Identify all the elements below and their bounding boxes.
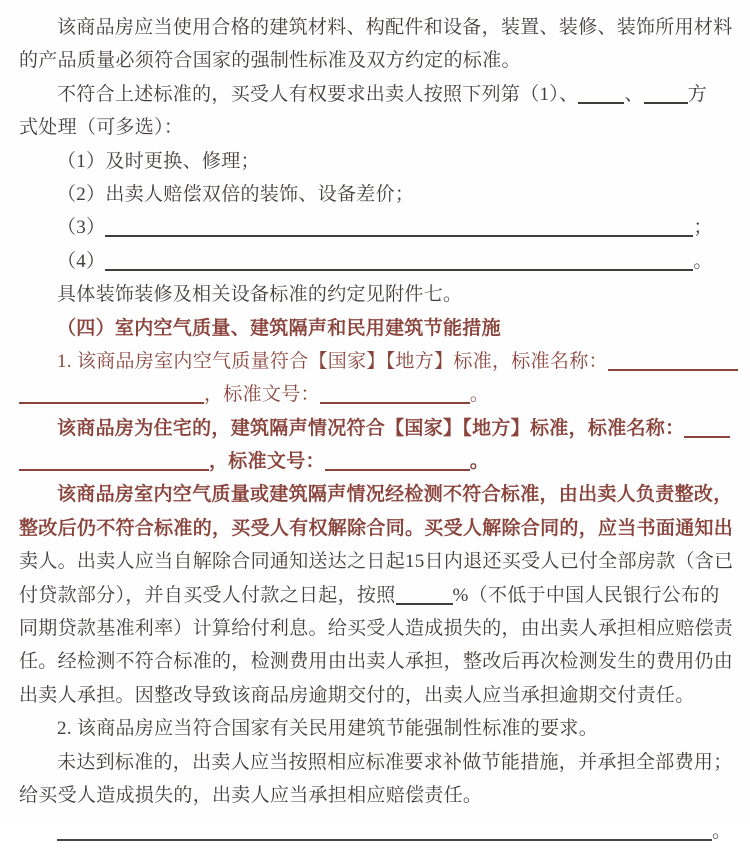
blank-field <box>396 584 453 605</box>
text-run: 的产品质量必须符合国家的强制性标准及双方约定的标准。 <box>19 50 521 72</box>
para-nonconformance-options-line-2 <box>19 111 731 144</box>
para-sound-insulation-standard-line-2 <box>19 445 731 478</box>
text-run: （2）出卖人赔偿双倍的装饰、设备差价； <box>57 183 415 205</box>
para-noncompliance-remedy-line-6 <box>19 645 734 678</box>
heading-section-four <box>19 312 731 345</box>
para-materials-quality-line-2 <box>19 44 731 77</box>
para-noncompliance-remedy-line-1 <box>19 478 731 511</box>
text-run: （四）室内空气质量、建筑隔声和民用建筑节能措施 <box>57 317 501 339</box>
para-air-quality-standard-line-2 <box>19 378 731 411</box>
option-2 <box>19 178 731 211</box>
blank-field <box>608 350 738 371</box>
blank-field <box>325 450 470 471</box>
option-4 <box>19 245 731 278</box>
para-noncompliance-remedy-line-5 <box>19 612 734 645</box>
blank-field <box>684 417 730 438</box>
para-materials-quality-line-1 <box>19 11 731 44</box>
option-3 <box>19 211 731 244</box>
text-run: 2. 该商品房应当符合国家有关民用建筑节能强制性标准的要求。 <box>57 718 599 740</box>
text-run: 。 <box>469 384 490 406</box>
text-run: 给买受人造成损失的，出卖人应当承担相应赔偿责任。 <box>19 784 483 806</box>
para-nonconformance-options-line-1 <box>19 78 731 111</box>
para-noncompliance-remedy-line-7 <box>19 679 731 712</box>
para-sound-insulation-standard-line-1 <box>19 412 731 445</box>
blank-field <box>57 820 712 841</box>
text-run: 同期贷款基准利率）计算给付利息。给买受人造成损失的，由出卖人承担相应赔偿责 <box>19 618 734 640</box>
text-run: 整改后仍不符合标准的，买受人有权解除合同。买受人解除合同的，应当书面通知出 <box>19 517 734 539</box>
text-run: 未达到标准的，出卖人应当按照相应标准要求补做节能措施，并承担全部费用； <box>57 751 733 773</box>
text-run: %（不低于中国人民银行公布的 <box>452 584 720 606</box>
text-run: 不符合上述标准的，买受人有权要求出卖人按照下列第（1）、 <box>57 83 579 105</box>
para-air-quality-standard-line-1 <box>19 345 731 378</box>
text-run: 。 <box>712 821 732 843</box>
text-run: ，标准文号： <box>209 451 325 473</box>
text-run: 该商品房为住宅的，建筑隔声情况符合【国家】【地方】标准，标准名称： <box>57 417 685 439</box>
blank-field <box>644 83 688 104</box>
text-run: （3） <box>57 217 106 239</box>
text-run: 。 <box>693 250 713 272</box>
option-1 <box>19 145 731 178</box>
blank-field <box>578 83 624 104</box>
text-run: 该商品房应当使用合格的建筑材料、构配件和设备，装置、装修、装饰所用材料 <box>57 17 733 38</box>
para-noncompliance-remedy-line-2 <box>19 512 734 545</box>
text-run: 式处理（可多选）： <box>19 117 184 139</box>
bottom-blank-line <box>19 815 731 848</box>
text-run: 该商品房室内空气质量或建筑隔声情况经检测不符合标准，由出卖人负责整改， <box>57 484 733 506</box>
para-energy-saving-standard <box>19 712 731 745</box>
text-run: 卖人。出卖人应当自解除合同通知送达之日起15日内退还买受人已付全部房款（含已 <box>19 551 734 573</box>
para-below-standard-remedy-line-2 <box>19 779 731 812</box>
text-run: （4） <box>57 250 106 272</box>
text-run: 方 <box>687 83 708 105</box>
blank-field <box>105 250 693 271</box>
text-run: ，标准文号： <box>204 384 320 406</box>
blank-field <box>19 383 204 404</box>
text-run: 具体装饰装修及相关设备标准的约定见附件七。 <box>57 284 463 306</box>
text-run: 1. 该商品房室内空气质量符合【国家】【地方】标准，标准名称： <box>57 350 608 372</box>
text-run: 、 <box>624 83 644 105</box>
contract-text-block <box>19 11 734 849</box>
text-run: 。 <box>469 451 490 473</box>
text-run: 任。经检测不符合标准的，检测费用由出卖人承担，整改后再次检测发生的费用仍由 <box>19 651 734 673</box>
blank-field <box>320 383 470 404</box>
text-run: 付贷款部分），并自买受人付款之日起，按照 <box>19 584 396 606</box>
text-run: ； <box>693 217 713 239</box>
blank-field <box>105 216 693 237</box>
para-noncompliance-remedy-line-3 <box>19 545 734 578</box>
blank-field <box>19 450 209 471</box>
para-below-standard-remedy-line-1 <box>19 746 731 779</box>
text-run: （1）及时更换、修理； <box>57 150 260 172</box>
para-attachment-seven <box>19 278 731 311</box>
para-noncompliance-remedy-line-4 <box>19 579 731 612</box>
text-run: 出卖人承担。因整改导致该商品房逾期交付的，出卖人应当承担逾期交付责任。 <box>19 684 695 706</box>
